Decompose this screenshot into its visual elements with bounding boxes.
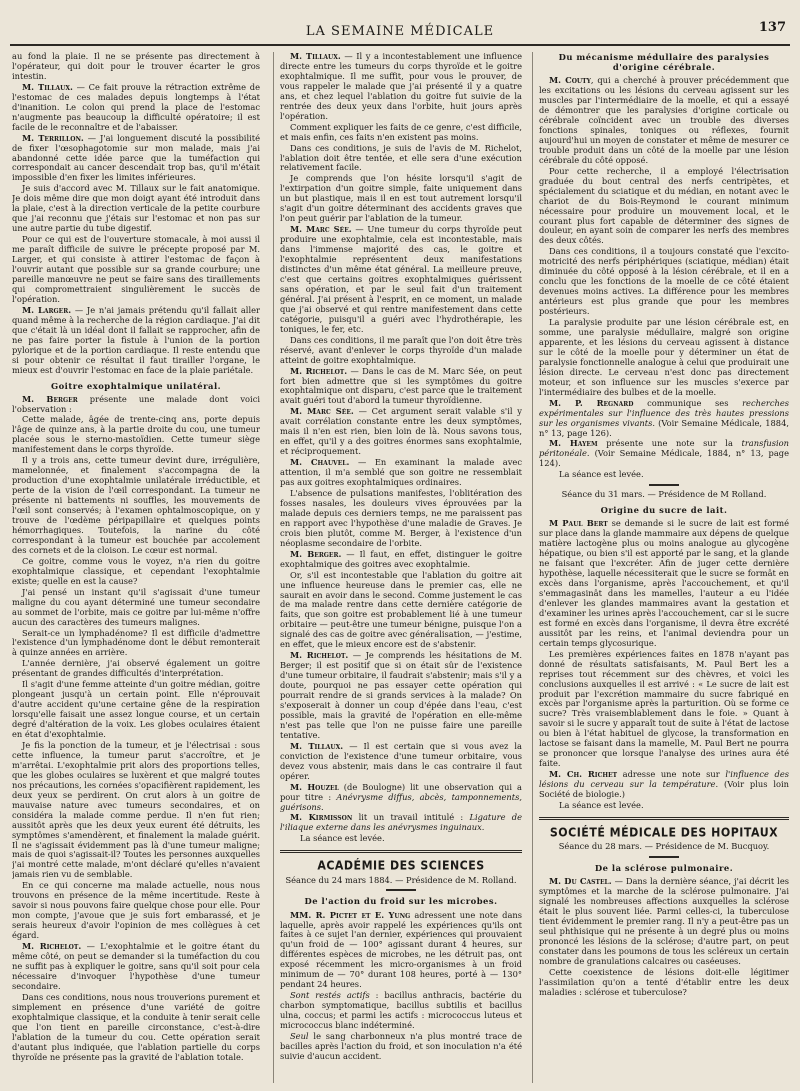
page-number: 137 bbox=[758, 20, 786, 35]
paragraph: Dans ces conditions, nous nous trouverions purement et simplement en présence d'une variété de goitre exophtalmique classique, et la conduite à tenir serait celle que l'on tient en pareille circonstance, c'est-à-dire l'ablation de la tumeur du cou. Cette opération serait d'autant plus indiquée, que l'ablation partielle du corps thyroïde ne présente pas la gravité de l'ablation totale. bbox=[12, 991, 260, 1062]
paragraph: Seul le sang charbonneux n'a plus montré trace de bacilles après l'action du froid, et son inoculation n'a été suivie d'aucun accident. bbox=[280, 1031, 522, 1061]
paragraph: Il y a trois ans, cette tumeur devint dure, irrégulière, mamelonnée, et finalement s'accompagna de la production d'une exophtalmie unilatérale irréductible, et perte de la vision de l'œil correspondant. La tumeur ne présente ni battements ni souffles, les mouvements de l'œil sont conservés; à l'examen ophtalmoscopique, on y trouve de l'œdème péripapillaire et quelques points hémorrhagiques. Toutefois, la narine du côté correspondant à la tumeur est bouchée par accolement des cornets et de la cloison. Le cœur est normal. bbox=[12, 455, 260, 555]
paragraph: M. Marc Sée. — Cet argument serait valable s'il y avait corrélation constante entre les deux symptômes, mais il n'en est rien, bien loin de là. Nous savons tous, en effet, qu'il y a des goitres énormes sans exophtalmie, et réciproquement. bbox=[280, 406, 522, 457]
section-heading: De la sclérose pulmonaire. bbox=[594, 863, 734, 874]
closing-line: La séance est levée. bbox=[559, 469, 644, 480]
paragraph: Dans ces conditions, il me paraît que l'on doit être très réservé, avant d'enlever le corps thyroïde d'un malade atteint de goitre exophtalmique. bbox=[280, 334, 522, 365]
paragraph: Sont restés actifs : bacillus anthracis, bactérie du charbon symptomatique, bacillus subtilis et bacillus ulna, coccus; et parmi les actifs : micrococcus luteus et micrococcus blanc indéterminé. bbox=[280, 990, 522, 1031]
paragraph: Pour ce qui est de l'ouverture stomacale, à moi aussi il me paraît difficile de suivre le précepte proposé par M. Larger, et qui consiste à attirer l'estomac de façon à l'ouvrir autant que possible sur sa grande courbure; une pareille manœuvre ne peut se faire sans des tiraillements qui compromettraient singulièrement le succès de l'opération. bbox=[12, 234, 260, 304]
divider bbox=[649, 856, 679, 858]
paragraph: M. Marc Sée. — Une tumeur du corps thyroïde peut produire une exophtalmie, cela est incontestable, mais dans l'immense majorité des cas, le goitre et l'exophtalmie représentent deux manifestations distinctes d'un même état général. La meilleure preuve, c'est que certains goitres exophtalmiques guérissent sans opération, et par le seul fait d'un traitement général. J'ai présent à l'esprit, en ce moment, un malade que j'ai observé et qui rentre manifestement dans cette catégorie, puisqu'il a guéri avec l'hydrothérapie, les toniques, le fer, etc. bbox=[280, 224, 522, 334]
section-heading: Origine du sucre de lait. bbox=[600, 505, 728, 516]
paragraph: M. Couty, qui a cherché à prouver précédemment que les excitations ou les lésions du cerveau agissent sur les muscles par l'intermédiaire de la moelle, et qui a essayé de démontrer que les paralysies d'origine corticale ou cérébrale coïncident avec un trouble des diverses fonctions spinales, toniques ou réflexes, fournit aujourd'hui un moyen de constater et même de mesurer ce trouble produit dans un côté de la moelle par une lésion cérébrale du côté opposé. bbox=[539, 75, 789, 165]
session-line: Séance du 31 mars. — Présidence de M Rolland. bbox=[561, 489, 767, 500]
paragraph: M. Hayem présente une note sur la transfusion péritonéale. (Voir Semaine Médicale, 1884, n° 13, page 124). bbox=[539, 438, 789, 469]
paragraph: M. Du Castel. — Dans la dernière séance, j'ai décrit les symptômes et la marche de la sclérose pulmonaire. J'ai signalé les nombreuses affections auxquelles la sclérose était le plus souvent liée. Parmi celles-ci, la tuberculose tient évidemment le premier rang. Il n'y a peut-être pas un seul phthisique qui ne présente à un degré plus ou moins prononcé les lésions de la sclérose; d'autre part, on peut constater dans les poumons de tous les scléreux un certain nombre de granulations calcaires ou caséeuses. bbox=[539, 876, 789, 966]
paragraph: J'ai pensé un instant qu'il s'agissait d'une tumeur maligne du cou ayant déterminé une tumeur secondaire au sommet de l'orbite, mais ce goitre par lui-même n'offre aucun des caractères des tumeurs malignes. bbox=[12, 586, 260, 627]
closing-line: La séance est levée. bbox=[559, 800, 644, 810]
paragraph: M. Berger. — Il faut, en effet, distinguer le goitre exophtalmique des goitres avec exophtalmie. bbox=[280, 548, 522, 569]
column-2 bbox=[273, 52, 522, 1083]
divider bbox=[386, 889, 416, 891]
paragraph: M. Larger. — Je n'ai jamais prétendu qu'il fallait aller quand même à la recherche de la région cardiaque. J'ai dit que c'était là un idéal dont il fallait se rapprocher, afin de ne pas faire porter la fistule à l'union de la portion pylorique et de la portion cardiaque. Il reste entendu que si pour obtenir ce résultat il faut tirailler l'organe, le mieux est d'ouvrir l'estomac en face de la plaie pariétale. bbox=[12, 304, 260, 375]
paragraph: En ce qui concerne ma malade actuelle, nous nous trouvons en présence de la même incertitude. Reste à savoir si nous pouvons faire quelque chose pour elle. Pour mon compte, j'avoue que je suis fort embarassé, et je serais heureux d'avoir l'opinion de mes collègues à cet égard. bbox=[12, 880, 260, 941]
paragraph: Cette malade, âgée de trente-cinq ans, porte depuis l'âge de quinze ans, à la partie droite du cou, une tumeur placée sous le sterno-mastoïdien. Cette tumeur siège manifestement dans le corps thyroïde. bbox=[12, 414, 260, 455]
paragraph: M. Tillaux. — Il y a incontestablement une influence directe entre les tumeurs du corps thyroïde et le goitre exophtalmique. Il me suffit, pour vous le prouver, de vous rappeler le malade que j'ai présenté il y a quatre ans, et chez lequel l'ablation du goitre fut suivie de la rentrée des deux yeux dans l'orbite, huit jours après l'opération. bbox=[280, 52, 522, 121]
paragraph: MM. R. Pictet et E. Yung adressent une note dans laquelle, après avoir rappelé les expériences qu'ils ont faites à ce sujet l'an dernier, expériences qui prouvaient qu'un froid de — 100° agissant durant 4 heures, sur différentes espèces de microbes, ne les détruit pas, ont exposé récemment les micro-organismes à un froid minimum de — 70° durant 108 heures, porté à — 130° pendant 24 heures. bbox=[280, 909, 522, 990]
paragraph: M. Ch. Richet adresse une note sur l'influence des lésions du cerveau sur la température. (Voir plus loin Société de biologie.) bbox=[539, 769, 789, 800]
paragraph: M. Berger présente une malade dont voici l'observation : bbox=[12, 393, 260, 414]
paragraph: Cette coexistence de lésions doit-elle légitimer l'assimilation qu'on a tenté d'établir entre les deux maladies : sclérose et tuberculose? bbox=[539, 966, 789, 997]
paragraph: L'année dernière, j'ai observé également un goitre présentant de grandes difficultés d'interprétation. bbox=[12, 658, 260, 679]
section-heading: Du mécanisme médullaire des paralysies d'origine cérébrale. bbox=[558, 52, 770, 73]
section-divider bbox=[539, 817, 789, 820]
paragraph: M. Richelot. — Dans le cas de M. Marc Sée, on peut fort bien admettre que si les symptômes du goitre exophtalmique ont disparu, c'est parce que le traitement avait guéri tout d'abord la tumeur thyroïdienne. bbox=[280, 365, 522, 406]
paragraph: L'absence de pulsations manifestes, l'oblitération des fosses nasales, les douleurs vives éprouvées par la malade depuis ces derniers temps, ne me paraissent pas en rapport avec l'hypothèse d'une maladie de Graves. Je crois bien plutôt, comme M. Berger, à l'existence d'un néoplasme secondaire de l'orbite. bbox=[280, 487, 522, 548]
session-line: Séance du 24 mars 1884. — Présidence de M. Rolland. bbox=[285, 874, 517, 885]
divider bbox=[649, 484, 679, 486]
paragraph: Serait-ce un lymphadénome? Il est difficile d'admettre l'existence d'un lymphadénome dont le début remonterait à quinze années en arrière. bbox=[12, 627, 260, 658]
page-header bbox=[10, 0, 790, 46]
section-divider bbox=[280, 850, 522, 853]
session-line: Séance du 28 mars. — Présidence de M. Bucquoy. bbox=[558, 841, 770, 852]
paragraph: M. Chauvel. — En examinant la malade avec attention, il m'a semblé que son goitre ne ressemblait pas aux goitres exophtalmiques ordinaires. bbox=[280, 457, 522, 488]
paragraph: M. Houzel (de Boulogne) lit une observation qui a pour titre : Anévrysme diffus, abcès, tamponnements, guérisons. bbox=[280, 781, 522, 812]
paragraph: Pour cette recherche, il a employé l'électrisation graduée du bout central des nerfs centripètes, et spécialement du sciatique et du médian, en notant avec le chariot de du Bois-Reymond le courant minimum nécessaire pour produire un mouvement local, et le courant plus fort capable de déterminer des signes de douleur, en ayant soin de comparer les nerfs des membres des deux côtés. bbox=[539, 165, 789, 246]
section-heading: De l'action du froid sur les microbes. bbox=[304, 896, 498, 907]
journal-title: LA SEMAINE MÉDICALE bbox=[305, 24, 495, 39]
paragraph: M. Kirmisson lit un travail intitulé : Ligature de l'iliaque externe dans les anévrysmes inguinaux. bbox=[280, 812, 522, 833]
closing-line: La séance est levée. bbox=[300, 833, 385, 844]
paragraph: Ce goitre, comme vous le voyez, n'a rien du goitre exophtalmique classique, et cependant l'exophtalmie existe; quelle en est la cause? bbox=[12, 555, 260, 586]
paragraph: au fond la plaie. Il ne se présente pas directement à l'opérateur, qui doit pour le trouver écarter le gros intestin. bbox=[12, 52, 260, 81]
paragraph: M Paul Bert se demande si le sucre de lait est formé sur place dans la glande mammaire aux dépens de quelque matière lactogène plus ou moins analogue au glycogène hépatique, ou bien s'il est apporté par le sang, et la glande ne faisant que l'excréter. Afin de juger cette dernière hypothèse, laquelle nécessiterait que le sucre se formât en excès dans l'organisme, après l'accouchement, et qu'il s'emmagasinât dans les mamelles, l'auteur a eu l'idée d'enlever les glandes mammaires avant la gestation et d'examiner les urines après l'accouchement, car si le sucre est formé en excès dans l'organisme, il devra être excrété aussitôt par les reins, et l'animal deviendra pour un certain temps glycosurique. bbox=[539, 518, 789, 648]
column-3 bbox=[532, 52, 789, 1083]
paragraph: Je comprends que l'on hésite lorsqu'il s'agit de l'extirpation d'un goitre simple, faite uniquement dans un but plastique, mais il en est tout autrement lorsqu'il s'agit d'un goitre déterminant des accidents graves que l'on peut guérir par l'ablation de la tumeur. bbox=[280, 173, 522, 224]
paragraph: M. Richelot. — L'exophtalmie et le goitre étant du même côté, on peut se demander si la tuméfaction du cou ne suffit pas à expliquer le goitre, sans qu'il soit pour cela nécessaire d'invoquer l'hypothèse d'une tumeur secondaire. bbox=[12, 941, 260, 991]
section-title: SOCIÉTÉ MÉDICALE DES HOPITAUX bbox=[549, 824, 779, 840]
column-1 bbox=[12, 52, 260, 1083]
paragraph: Dans ces conditions, je suis de l'avis de M. Richelot, l'ablation doit être tentée, et elle sera d'une exécution relativement facile. bbox=[280, 142, 522, 173]
paragraph: Or, s'il est incontestable que l'ablation du goitre ait une influence heureuse dans le premier cas, elle ne saurait en avoir dans le second. Comme justement le cas de ma malade rentre dans cette dernière catégorie de faits, que son goitre est probablement lié à une tumeur orbitaire — peut-être une tumeur bénigne, puisque l'on a signalé des cas de goitre avec généralisation, — j'estime, en effet, que le mieux encore est de s'abstenir. bbox=[280, 569, 522, 650]
paragraph: Je suis d'accord avec M. Tillaux sur le fait anatomique. Je dois même dire que mon doigt ayant été introduit dans la plaie, c'est à la direction verticale de la petite courbure que j'ai reconnu que j'étais sur l'estomac et non pas sur une autre partie du tube digestif. bbox=[12, 183, 260, 234]
section-heading: Goitre exophtalmique unilatéral. bbox=[50, 380, 222, 391]
paragraph: M. P. Regnard communique ses recherches expérimentales sur l'influence des très hautes pressions sur les organismes vivants. (Voir Semaine Médicale, 1884, n° 13, page 126). bbox=[539, 397, 789, 438]
paragraph: M. Richelot. — Je comprends les hésitations de M. Berger; il est positif que si on était sûr de l'existence d'une tumeur orbitaire, il faudrait s'abstenir; mais s'il y a doute, pourquoi ne pas essayer cette opération qui pourrait rendre de si grands services à la malade? On s'exposerait à donner un coup d'épée dans l'eau, c'est possible, mais la gravité de l'opération en elle-même n'est pas telle que l'on ne puisse faire une pareille tentative. bbox=[280, 650, 522, 740]
paragraph: Les premières expériences faites en 1878 n'ayant pas donné de résultats satisfaisants, M. Paul Bert les a reprises tout récemment sur des chèvres, et voici les conclusions auxquelles il est arrivé : « Le sucre de lait est produit par l'excrétion mammaire du sucre fabriqué en excès par l'organisme après la parturition. Où se forme ce sucre? Très vraisemblablement dans le foie. » Quant à savoir si le sucre y apparaît tout de suite à l'état de lactose ou bien à l'état habituel de glycose, la transformation en lactose se faisant dans la mamelle, M. Paul Bert ne pourra se prononcer que lorsque l'analyse des urines aura été faite. bbox=[539, 648, 789, 769]
section-title: ACADÉMIE DES SCIENCES bbox=[317, 858, 485, 874]
paragraph: Comment expliquer les faits de ce genre, c'est difficile, et mais enfin, ces faits n'en existent pas moins. bbox=[280, 121, 522, 142]
paragraph: La paralysie produite par une lésion cérébrale est, en somme, une paralysie médullaire, malgré son origine apparente, et les lésions du cerveau agissent à distance sur le côté de la moelle pour y déterminer un état de paralysie fonctionnelle analogue à celui que produirait une lésion directe. Le cerveau n'est donc pas directement moteur, et son influence sur les muscles s'exerce par l'intermédiaire des bulbes et de la moelle. bbox=[539, 317, 789, 397]
paragraph: M. Tillaux. — Il est certain que si vous avez la conviction de l'existence d'une tumeur orbitaire, vous devez vous abstenir, mais dans le cas contraire il faut opérer. bbox=[280, 740, 522, 781]
paragraph: M. Tillaux. — Ce fait prouve la rétraction extrême de l'estomac de ces malades depuis longtemps à l'état d'inanition. Le colon qui prend la place de l'estomac n'augmente pas beaucoup la difficulté opératoire; il est facile de le reconnaître et de l'abaisser. bbox=[12, 81, 260, 132]
paragraph: Il s'agit d'une femme atteinte d'un goitre médian, goitre plongeant jusqu'à un certain point. Elle n'éprouvait d'autre accident qu'une certaine gêne de la respiration lorsqu'elle faisait une assez longue course, et un certain degré d'altération de la voix. Les globes oculaires étaient en état d'exophtalmie. bbox=[12, 679, 260, 740]
paragraph: M. Terrillon. — J'ai longuement discuté la possibilité de fixer l'œsophagotomie sur mon malade, mais j'ai abandonné cette idée parce que la tuméfaction qui correspondait au cancer descendait trop bas, qu'il m'était impossible d'en fixer les limites inférieures. bbox=[12, 132, 260, 183]
paragraph: Je fis la ponction de la tumeur, et je l'électrisai : sous cette influence, la tumeur parut s'accroître, et je m'arrêtai. L'exophtalmie prit alors des proportions telles, que les globes oculaires se luxèrent et que malgré toutes nos précautions, les cornées s'opacifièrent rapidement, les deux yeux se perdirent. On crut alors à un goitre de mauvaise nature avec tumeurs secondaires, et on considéra la malade comme perdue. Il n'en fut rien; aussitôt après que les deux yeux eurent été détruits, les symptômes s'amendèrent, et finalement la malade guérit. Il ne s'agissait évidemment pas là d'une tumeur maligne; mais de quoi s'agissait-il? Toutes les personnes auxquelles j'ai montré cette malade, m'ont déclaré qu'elles n'avaient jamais rien vu de semblable. bbox=[12, 739, 260, 880]
paragraph: Dans ces conditions, il a toujours constaté que l'excito-motricité des nerfs périphériques (sciatique, médian) était diminuée du côté opposé à la lésion cérébrale, et il en a conclu que les fonctions de la moelle de ce côté étaient devenues moins actives. La différence pour les membres antérieurs est plus grande que pour les membres postérieurs. bbox=[539, 246, 789, 317]
